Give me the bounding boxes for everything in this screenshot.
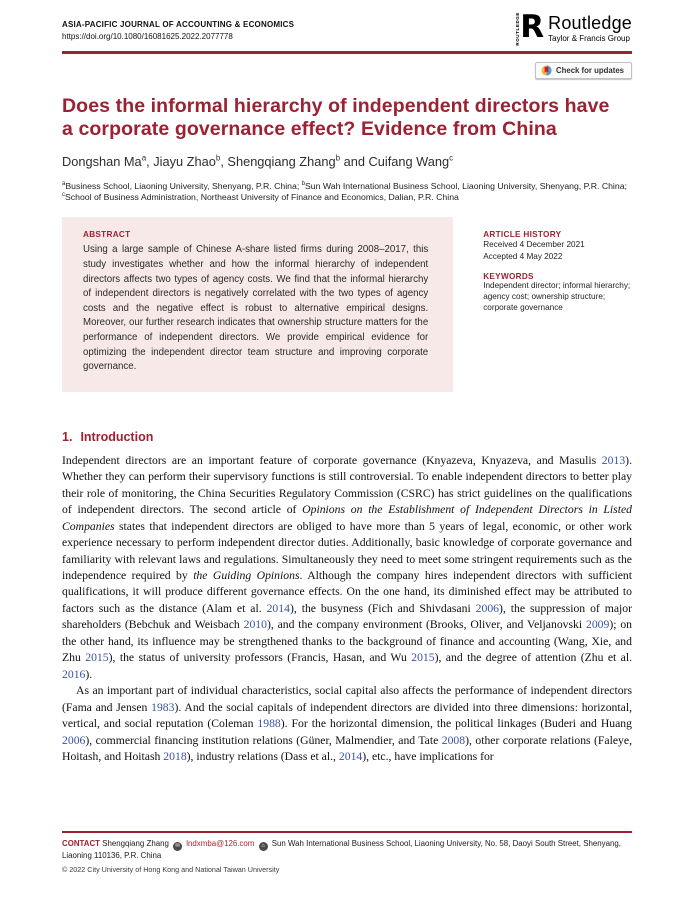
journal-name: ASIA-PACIFIC JOURNAL OF ACCOUNTING & ECONOMICS — [62, 20, 295, 29]
italic-text: Opinions on the Establishment of Independent Directors in Listed Companies — [62, 503, 632, 533]
doi-link[interactable]: https://doi.org/10.1080/16081625.2022.2077778 — [62, 32, 233, 41]
publisher-name: Routledge — [548, 13, 632, 34]
superscript-marker: c — [62, 192, 65, 199]
intro-paragraph-2 — [62, 683, 632, 765]
routledge-mark-icon — [515, 9, 545, 46]
text-run: Independent directors are an important feature of corporate governance (Knyazeva, Knyazeva, and Masulis — [62, 453, 602, 467]
citation-year-link[interactable]: 2008 — [441, 733, 466, 747]
citation-year-link[interactable]: 2014 — [266, 601, 290, 615]
citation-year-link[interactable]: 2009 — [585, 618, 610, 632]
citation-year-link[interactable]: 2006 — [62, 733, 86, 747]
keywords-text: Independent director; informal hierarchy; agency cost; ownership structure; corporate governance — [483, 281, 631, 312]
text-run: ), commercial financing institution relations (Güner, Malmendier, and Tate — [85, 733, 442, 747]
citation-year-link[interactable]: 1983 — [151, 700, 175, 714]
text-run: Sun Wah International Business School, Liaoning University, Shenyang, P.R. China; — [305, 180, 627, 191]
text-run: ), the busyness (Fich and Shivdasani — [289, 601, 476, 615]
text-run: ), the status of university professors (Francis, Hasan, and Wu — [108, 651, 412, 665]
introduction-body — [62, 453, 632, 766]
section-number: 1. — [62, 429, 73, 444]
citation-year-link[interactable]: 2013 — [601, 453, 626, 467]
citation-year-link[interactable]: 2010 — [243, 618, 267, 632]
publisher-name-block — [548, 14, 632, 43]
badge-row — [62, 62, 632, 79]
meta-gap — [483, 263, 632, 272]
article-title — [62, 95, 632, 142]
italic-text: the Guiding Opinions — [193, 568, 300, 582]
text-run: ), other corporate relations (Faleye, Hoitash, and Hoitash — [62, 733, 632, 763]
superscript-marker: b — [215, 153, 221, 163]
text-run: . Although the company hires independent directors with sufficient qualifications, it will produce different governance effects. On the one hand, its diminished effect may be attributed to factors such as the distance (Alam et al. — [62, 568, 632, 615]
check-for-updates-button[interactable] — [535, 62, 632, 79]
contact-name: Shengqiang Zhang — [100, 838, 172, 848]
journal-block — [62, 14, 294, 41]
text-run: As an important part of individual characteristics, social capital also affects the performance of independent directors (Fama and Jensen — [62, 684, 632, 714]
citation-year-link[interactable]: 2018 — [163, 749, 187, 763]
text-run: ), etc., have implications for — [362, 749, 494, 763]
author-line — [62, 154, 632, 169]
contact-line — [62, 839, 632, 862]
email-icon-glyph: ✉ — [175, 842, 180, 849]
section-heading-introduction — [62, 430, 632, 444]
keywords-label: KEYWORDS — [483, 272, 534, 282]
text-run: ). — [85, 667, 93, 681]
text-run: , Shengqiang Zhang — [220, 153, 336, 169]
superscript-marker: b — [335, 153, 341, 163]
section-title: Introduction — [80, 429, 154, 444]
text-run: Dongshan Ma — [62, 153, 142, 169]
text-run: and Cuifang Wang — [340, 153, 450, 169]
text-run: states that independent directors are obliged to have more than 5 years of legal, economic, or other work experience necessary to perform independent director duties. Additionally, basic knowledge of corporate governance and familiarity with relevant laws and regulations. Simultaneously they need to meet some stringent requirements such as the independence required by — [62, 519, 632, 582]
building-icon-glyph: ⌂ — [261, 842, 265, 849]
text-run: ), and the degree of attention (Zhu et al. — [434, 651, 633, 665]
citation-year-link[interactable]: 1988 — [257, 717, 281, 731]
citation-year-link[interactable]: 2015 — [85, 651, 109, 665]
citation-year-link[interactable]: 2014 — [338, 749, 363, 763]
text-run: ); on the other hand, its influence may be strengthened thanks to the background of finance and accounting (Wang, Xie, and Zhu — [62, 618, 633, 665]
text-run: ). Whether they can perform their supervisory functions is still controversial. To enable independent directors to better play their role of monitoring, the China Securities Regulatory Commission (CSRC) has strict guidelines on the qualifications of independent directors. The second article of — [62, 453, 632, 517]
check-for-updates-label: Check for updates — [555, 65, 624, 75]
contact-email-link[interactable]: lndxmba@126.com — [186, 838, 255, 848]
article-history-label: ARTICLE HISTORY — [483, 230, 562, 240]
contact-label: CONTACT — [62, 838, 100, 848]
text-run: ). And the social capitals of independent directors are divided into three dimensions: horizontal, vertical, and social reputation (Coleman — [62, 700, 632, 731]
email-icon — [173, 842, 182, 851]
text-run: ). For the horizontal dimension, the political linkages (Buderi and Huang — [280, 717, 632, 731]
text-run: ), industry relations (Dass et al., — [186, 749, 339, 763]
title-line-1: Does the informal hierarchy of independent directors have — [62, 94, 610, 117]
affiliations — [62, 181, 634, 204]
routledge-vertical-text: ROUTLEDGE — [515, 12, 521, 46]
header-rule — [62, 51, 632, 54]
citation-year-link[interactable]: 2016 — [62, 667, 86, 681]
routledge-r-icon: R — [520, 9, 545, 45]
superscript-marker: c — [449, 153, 454, 163]
citation-year-link[interactable]: 2015 — [411, 651, 435, 665]
article-meta-column — [483, 217, 632, 391]
abstract-row — [62, 217, 632, 391]
superscript-marker: a — [62, 180, 66, 187]
abstract-text: Using a large sample of Chinese A-share listed firms during 2008–2017, this study investigates whether and how the informal hierarchy of independent directors affects two types of agency costs. We find that the informal hierarchy of independent directors is negatively correlated with the two types of agency costs and the negative effect is robust to alternative empirical designs. Moreover, our further research indicates that ownership structure matters for the performance of independent directors. We provide empirical evidence for optimizing the independent director team structure and improving corporate governance. — [83, 244, 429, 373]
abstract-label: ABSTRACT — [83, 230, 131, 240]
publisher-tagline: Taylor & Francis Group — [548, 34, 630, 44]
text-run: Business School, Liaoning University, Shenyang, P.R. China; — [65, 180, 302, 191]
received-date: Received 4 December 2021 — [483, 240, 585, 250]
accepted-date: Accepted 4 May 2022 — [483, 252, 563, 262]
superscript-marker: a — [141, 153, 147, 163]
text-run: ), and the company environment (Brooks, Oliver, and Veljanovski — [266, 618, 586, 632]
crossmark-icon — [541, 65, 552, 76]
intro-paragraph-1 — [62, 453, 632, 683]
title-line-2: a corporate governance effect? Evidence from China — [62, 118, 557, 141]
publisher-logo — [515, 9, 632, 46]
building-icon — [259, 842, 268, 851]
page-footer — [62, 831, 632, 874]
text-run: , Jiayu Zhao — [146, 153, 216, 169]
contact-address: Sun Wah International Business School, Liaoning University, No. 58, Daoyi South Street, Shenyang, Liaoning 110136, P.R. China — [62, 838, 621, 860]
citation-year-link[interactable]: 2006 — [475, 601, 500, 615]
copyright-line: © 2022 City University of Hong Kong and National Taiwan University — [62, 865, 280, 875]
footer-rule — [62, 831, 632, 833]
text-run: School of Business Administration, Northeast University of Finance and Economics, Dalian, P.R. China — [65, 192, 459, 203]
superscript-marker: b — [301, 180, 305, 187]
abstract-box — [62, 217, 453, 391]
page-header — [62, 9, 632, 46]
text-run: ), the suppression of major shareholders (Bebchuk and Weisbach — [62, 601, 632, 632]
